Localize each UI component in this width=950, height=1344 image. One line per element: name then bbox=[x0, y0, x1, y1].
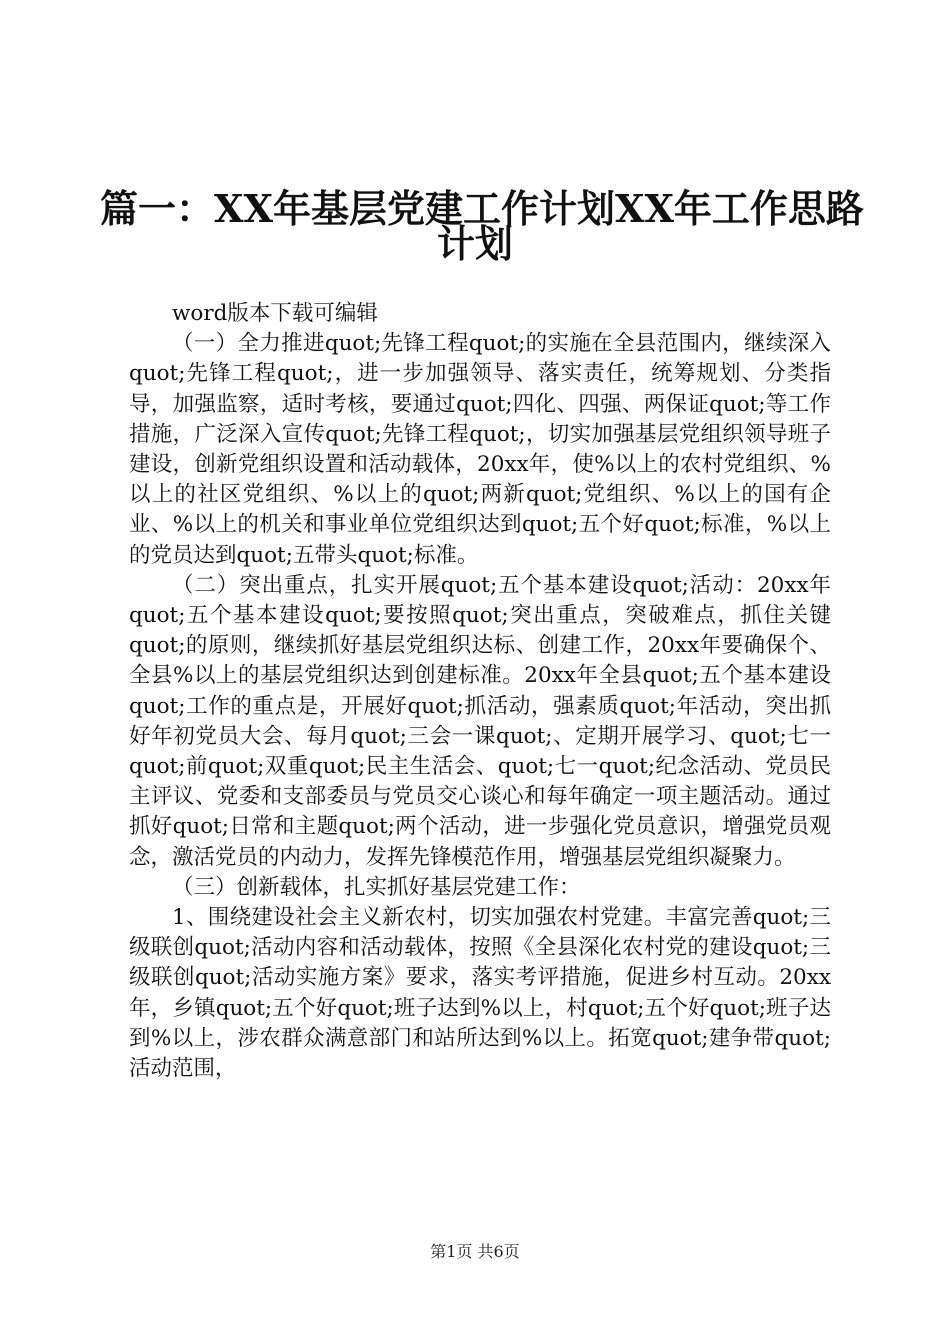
body-paragraph-2: （二）突出重点，扎实开展quot;五个基本建设quot;活动：20xx年quot;五个基本建设quot;要按照quot;突出重点，突破难点，抓住关键quot;的原则，继续抓好基层党组织达标、创建工作，20xx年要确保个、全县%以上的基层党组织达到创建标准。20xx年全县quot;五个基本建设quot;工作的重点是，开展好quot;抓活动，强素质quot;年活动，突出抓好年初党员大会、每月quot;三会一课quot;、定期开展学习、quot;七一quot;前quot;双重quot;民主生活会、quot;七一quot;纪念活动、党员民主评议、党委和支部委员与党员交心谈心和每年确定一项主题活动。通过抓好quot;日常和主题quot;两个活动，进一步强化党员意识，增强党员观念，激活党员的内动力，发挥先锋模范作用，增强基层党组织凝聚力。 bbox=[129, 572, 831, 870]
body-paragraph-3: （三）创新载体，扎实抓好基层党建工作： bbox=[172, 874, 581, 900]
document-title-line-1: 篇一：XX年基层党建工作计划XX年工作思路 bbox=[100, 186, 864, 231]
body-paragraph-note: word版本下载可编辑 bbox=[172, 301, 378, 326]
document-body bbox=[129, 299, 831, 1084]
body-paragraph-1: （一）全力推进quot;先锋工程quot;的实施在全县范围内，继续深入quot;先锋工程quot;，进一步加强领导、落实责任，统筹规划、分类指导，加强监察，适时考核，要通过quot;四化、四强、两保证quot;等工作措施，广泛深入宣传quot;先锋工程quot;，切实加强基层党组织领导班子建设，创新党组织设置和活动载体，20xx年，使%以上的农村党组织、%以上的社区党组织、%以上的quot;两新quot;党组织、%以上的国有企业、%以上的机关和事业单位党组织达到quot;五个好quot;标准，%以上的党员达到quot;五带头quot;标准。 bbox=[129, 331, 831, 568]
body-paragraph-4: 1、围绕建设社会主义新农村，切实加强农村党建。丰富完善quot;三级联创quot;活动内容和活动载体，按照《全县深化农村党的建设quot;三级联创quot;活动实施方案》要求，落实考评措施，促进乡村互动。20xx年，乡镇quot;五个好quot;班子达到%以上，村quot;五个好quot;班子达到%以上，涉农群众满意部门和站所达到%以上。拓宽quot;建争带quot;活动范围， bbox=[129, 905, 831, 1082]
page-footer: 第1页 共6页 bbox=[430, 1242, 520, 1261]
document-title-line-2: 计划 bbox=[436, 221, 513, 266]
